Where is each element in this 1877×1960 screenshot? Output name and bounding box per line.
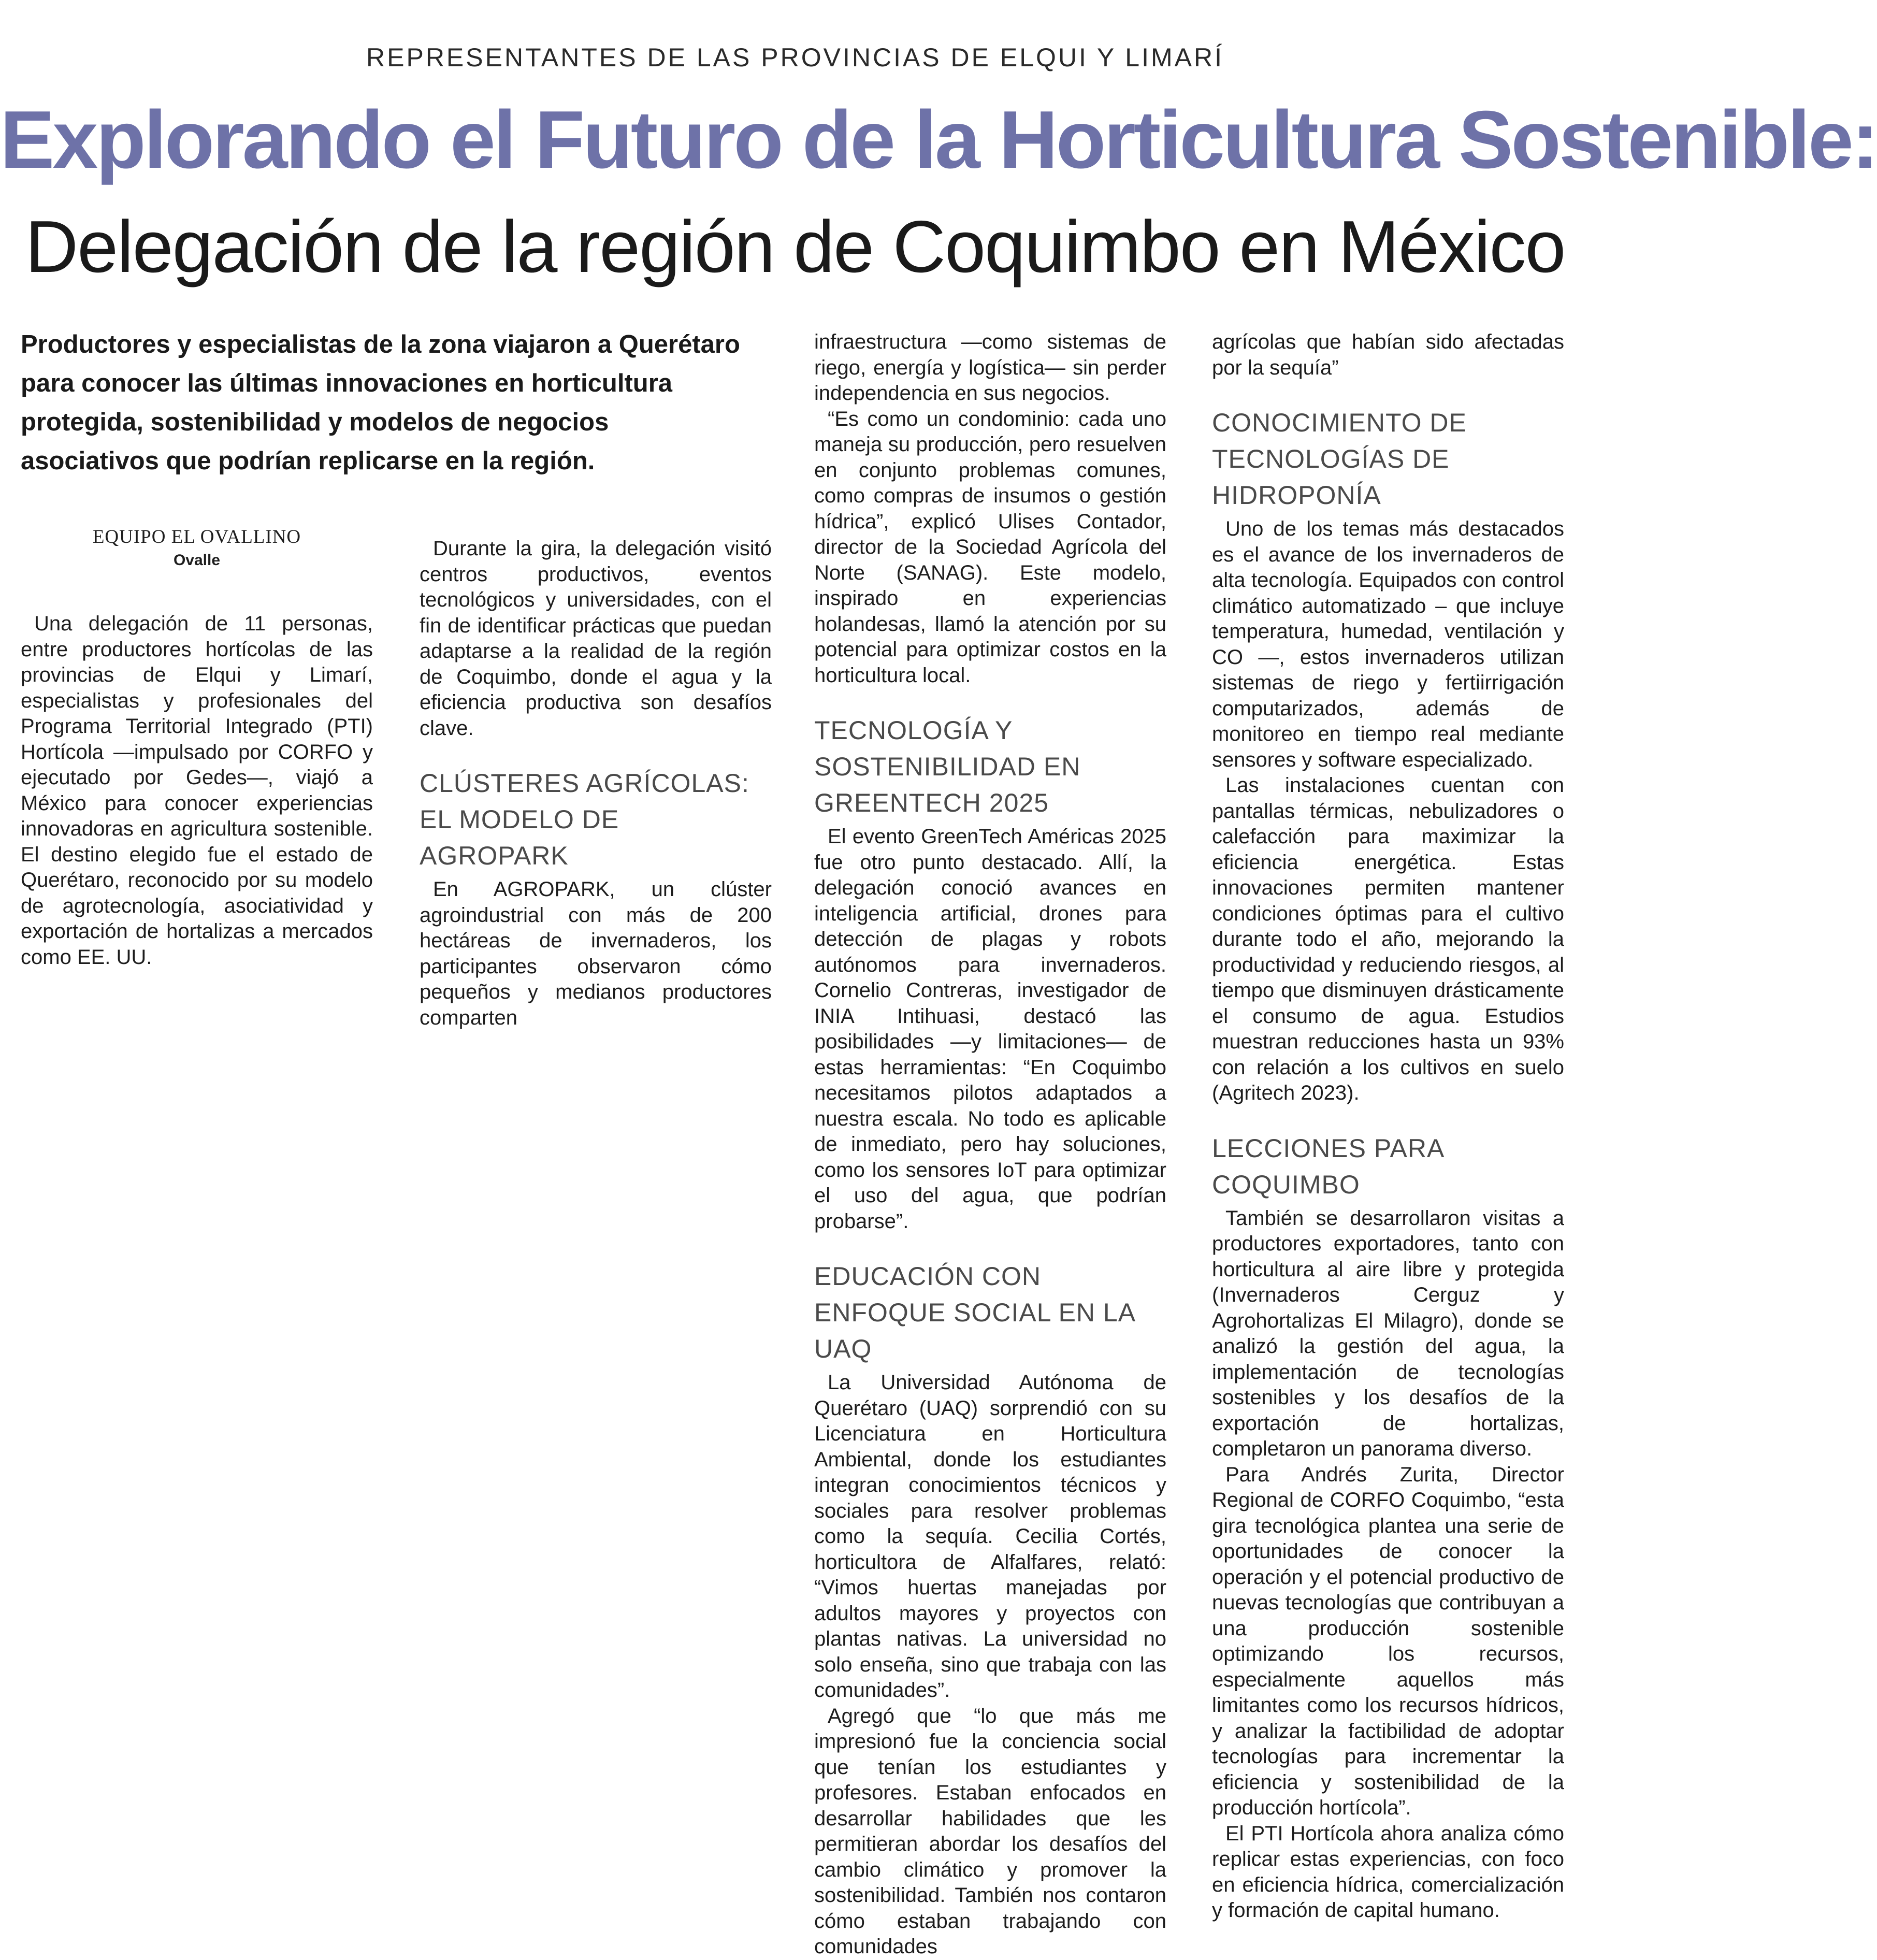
article-column-4: [1212, 329, 1564, 1924]
paragraph: “Es como un condominio: cada uno maneja su producción, pero resuelven en conjunto problemas comunes, como compras de insumos o gestión hídrica”, explicó Ulises Contador, director de la Sociedad Agrícola del Norte (SANAG). Este modelo, inspirado en experiencias holandesas, llamó la atención por su potencial para optimizar costos en la horticultura local.: [814, 407, 1166, 687]
section-heading-greentech: TECNOLOGÍA Y SOSTENIBILIDAD EN GREENTECH 2025: [814, 716, 1081, 817]
lead-paragraph: Productores y especialistas de la zona viajaron a Querétaro para conocer las últimas innovaciones en horticultura protegida, sostenibilidad y modelos de negocios asociativos que podrían replicarse en la región.: [21, 330, 740, 475]
article-column-3: [814, 329, 1166, 1960]
paragraph: Durante la gira, la delegación visitó centros productivos, eventos tecnológicos y universidades, con el fin de identificar prácticas que puedan adaptarse a la realidad de la región de Coquimbo, donde el agua y la eficiencia productiva son desafíos clave.: [420, 537, 772, 740]
paragraph: Para Andrés Zurita, Director Regional de CORFO Coquimbo, “esta gira tecnológica plantea una serie de oportunidades de conocer la operación y el potencial productivo de nuevas tecnologías que contribuyan a una producción sostenible optimizando los recursos, especialmente aquellos más limitantes como los recursos hídricos, y analizar la factibilidad de adoptar tecnologías para incrementar la eficiencia y sostenibilidad de la producción hortícola”.: [1212, 1463, 1564, 1819]
paragraph: Una delegación de 11 personas, entre productores hortícolas de las provincias de Elqui y Limarí, especialistas y profesionales del Programa Territorial Integrado (PTI) Hortícola —impulsado por CORFO y ejecutado por Gedes—, viajó a México para conocer experiencias innovadoras en agricultura sostenible. El destino elegido fue el estado de Querétaro, reconocido por su modelo de agrotecnología, asociatividad y exportación de hortalizas a mercados como EE. UU.: [21, 612, 373, 969]
byline-location: Ovalle: [173, 552, 221, 569]
paragraph: Las instalaciones cuentan con pantallas térmicas, nebulizadores o calefacción para maximizar la eficiencia energética. Estas innovaciones permiten mantener condiciones óptimas para el cultivo durante todo el año, mejorando la productividad y reduciendo riesgos, al tiempo que disminuyen drásticamente el consumo de agua. Estudios muestran reducciones hasta un 93% con relación a los cultivos en suelo (Agritech 2023).: [1212, 774, 1564, 1104]
paragraph: En AGROPARK, un clúster agroindustrial con más de 200 hectáreas de invernaderos, los participantes observaron cómo pequeños y medianos productores comparten: [420, 878, 772, 1029]
paragraph: El PTI Hortícola ahora analiza cómo replicar estas experiencias, con foco en eficiencia hídrica, comercialización y formación de capital humano.: [1212, 1822, 1564, 1922]
byline-author: EQUIPO EL OVALLINO: [92, 526, 301, 547]
article-column-2: [420, 536, 772, 1031]
paragraph: agrícolas que habían sido afectadas por la sequía”: [1212, 330, 1564, 379]
section-heading-hidroponia: CONOCIMIENTO DE TECNOLOGÍAS DE HIDROPONÍA: [1212, 408, 1467, 510]
paragraph: El evento GreenTech Américas 2025 fue otro punto destacado. Allí, la delegación conoció avances en inteligencia artificial, drones para detección de plagas y robots autónomos para invernaderos. Cornelio Contreras, investigador de INIA Intihuasi, destacó las posibilidades —y limitaciones— de estas herramientas: “En Coquimbo necesitamos pilotos adaptados a nuestra escala. No todo es aplicable de inmediato, pero hay soluciones, como los sensores IoT para optimizar el uso del agua, que podrían probarse”.: [814, 825, 1166, 1233]
paragraph: Agregó que “lo que más me impresionó fue la conciencia social que tenían los estudiantes y profesores. Estaban enfocados en desarrollar habilidades que les permitieran abordar los desafíos del cambio climático y promover la sostenibilidad. También nos contaron cómo estaban trabajando con comunidades: [814, 1704, 1166, 1958]
subheadline: Delegación de la región de Coquimbo en México: [25, 206, 1565, 288]
paragraph: Uno de los temas más destacados es el avance de los invernaderos de alta tecnología. Equipados con control climático automatizado – que incluye temperatura, humedad, ventilación y CO —, estos invernaderos utilizan sistemas de riego y fertiirrigación computarizados, además de monitoreo en tiempo real mediante sensores y software especializado.: [1212, 517, 1564, 771]
article-column-1: [21, 611, 373, 970]
paragraph: La Universidad Autónoma de Querétaro (UAQ) sorprendió con su Licenciatura en Horticultura Ambiental, donde los estudiantes integran conocimientos técnicos y sociales para resolver problemas como la sequía. Cecilia Cortés, horticultora de Alfalfares, relató: “Vimos huertas manejadas por adultos mayores y proyectos con plantas nativas. La universidad no solo enseña, sino que trabaja con las comunidades”.: [814, 1371, 1166, 1702]
paragraph: infraestructura —como sistemas de riego, energía y logística— sin perder independencia en sus negocios.: [814, 330, 1166, 405]
kicker: REPRESENTANTES DE LAS PROVINCIAS DE ELQUI Y LIMARÍ: [366, 43, 1224, 72]
section-heading-uaq: EDUCACIÓN CON ENFOQUE SOCIAL EN LA UAQ: [814, 1262, 1135, 1363]
section-heading-lecciones: LECCIONES PARA COQUIMBO: [1212, 1133, 1443, 1199]
headline: Explorando el Futuro de la Horticultura Sostenible:: [0, 94, 1877, 185]
section-heading-agropark: CLÚSTERES AGRÍCOLAS: EL MODELO DE AGROPARK: [420, 769, 749, 870]
paragraph: También se desarrollaron visitas a productores exportadores, tanto con horticultura al aire libre y protegida (Invernaderos Cerguz y Agrohortalizas El Milagro), donde se analizó la gestión del agua, la implementación de tecnologías sostenibles y los desafíos de la exportación de hortalizas, completaron un panorama diverso.: [1212, 1206, 1564, 1460]
